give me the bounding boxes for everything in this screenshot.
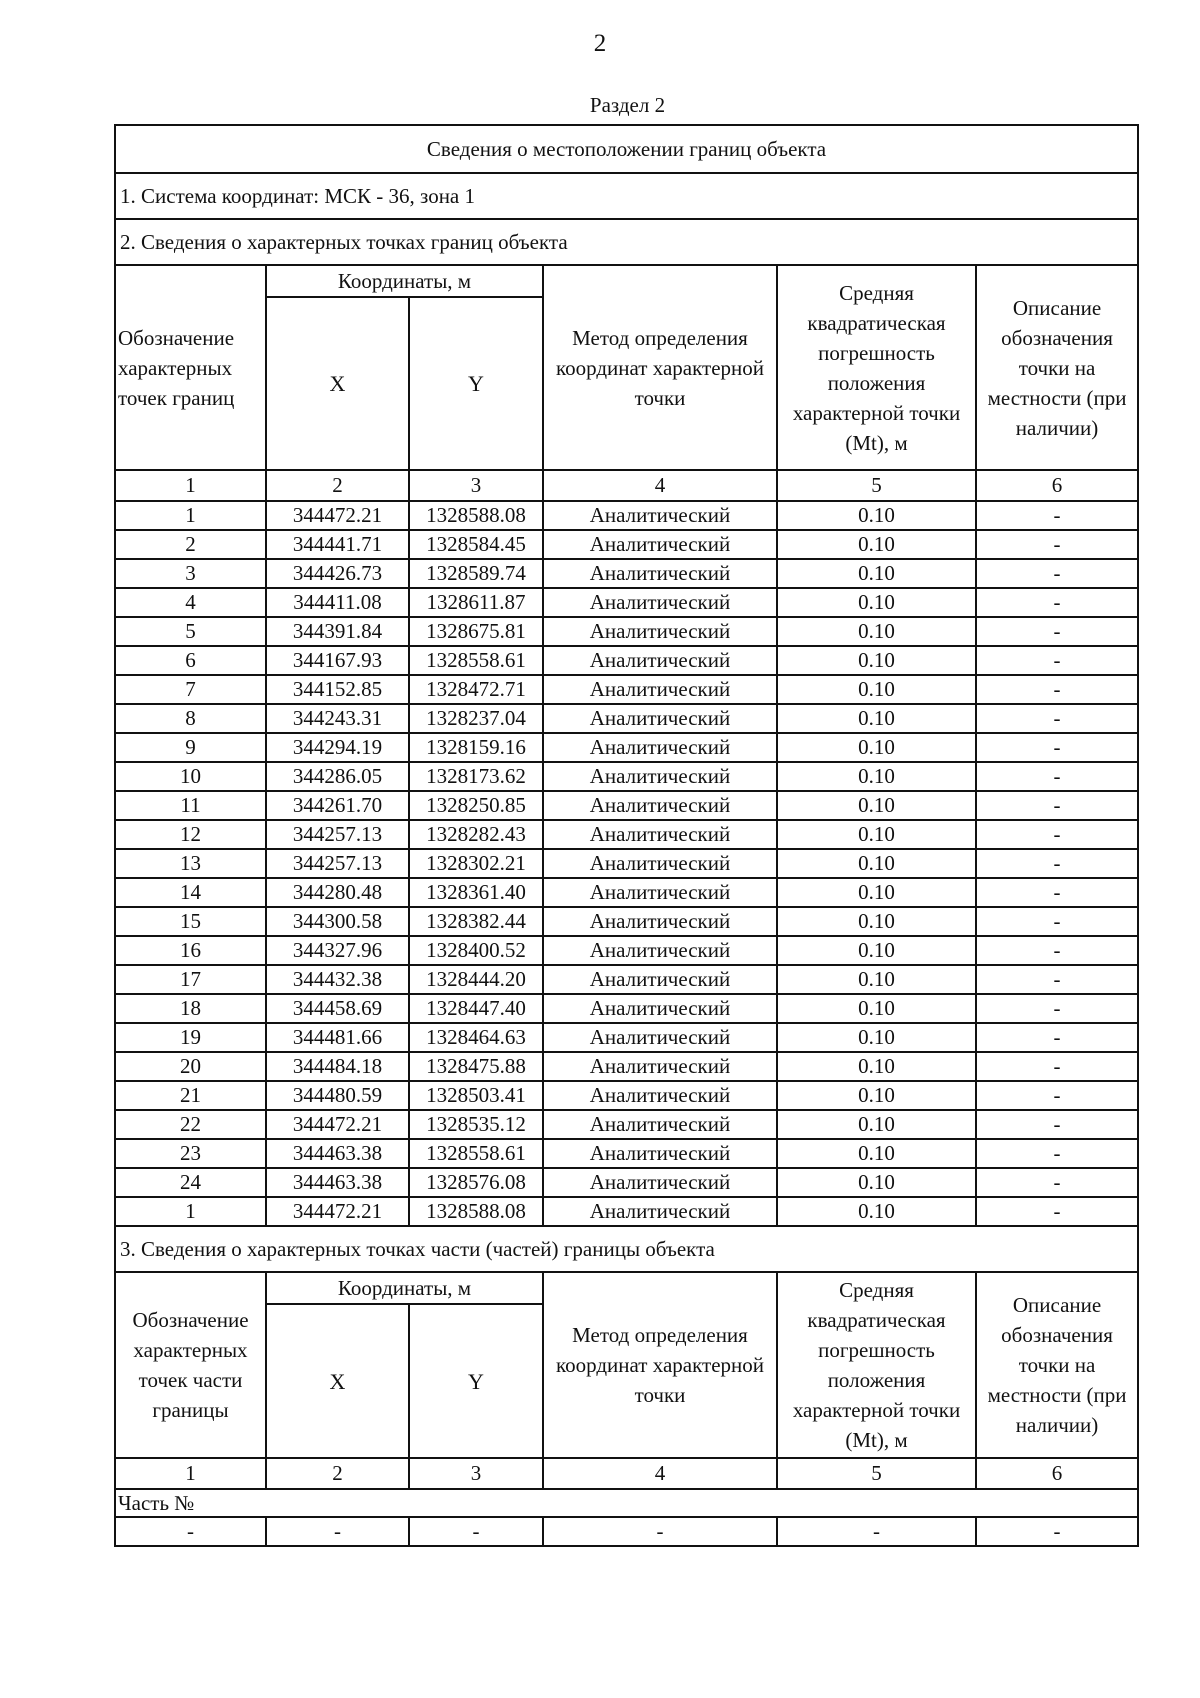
method: Аналитический (543, 1168, 777, 1197)
x-coordinate: 344167.93 (266, 646, 409, 675)
point-number: 5 (115, 617, 266, 646)
x-coordinate: 344257.13 (266, 849, 409, 878)
method: Аналитический (543, 1110, 777, 1139)
y-coordinate: 1328361.40 (409, 878, 543, 907)
y-coordinate: 1328302.21 (409, 849, 543, 878)
x-coordinate: 344480.59 (266, 1081, 409, 1110)
method: Аналитический (543, 878, 777, 907)
point-number: 7 (115, 675, 266, 704)
method: Аналитический (543, 907, 777, 936)
header-method: Метод определения координат характерной точки (543, 265, 777, 470)
y-coordinate: 1328503.41 (409, 1081, 543, 1110)
part-header-method: Метод определения координат характерной точки (543, 1272, 777, 1458)
description: - (976, 820, 1138, 849)
y-coordinate: 1328250.85 (409, 791, 543, 820)
x-coordinate: 344286.05 (266, 762, 409, 791)
table-row (115, 994, 1138, 1023)
mt-error: 0.10 (777, 501, 976, 530)
point-number: 13 (115, 849, 266, 878)
description: - (976, 849, 1138, 878)
part-header-description: Описание обозначения точки на местности (при наличии) (976, 1272, 1138, 1458)
method: Аналитический (543, 675, 777, 704)
header-x: X (266, 297, 409, 470)
description: - (976, 646, 1138, 675)
method: Аналитический (543, 1139, 777, 1168)
column-number: 6 (976, 470, 1138, 501)
table-row (115, 559, 1138, 588)
section-caption: Раздел 2 (589, 93, 666, 117)
mt-error: 0.10 (777, 1023, 976, 1052)
x-coordinate: 344426.73 (266, 559, 409, 588)
mt-error: 0.10 (777, 965, 976, 994)
point-number: 11 (115, 791, 266, 820)
method: Аналитический (543, 501, 777, 530)
part-empty-cell: - (777, 1517, 976, 1546)
x-coordinate: 344327.96 (266, 936, 409, 965)
part-column-number: 1 (115, 1458, 266, 1489)
x-coordinate: 344481.66 (266, 1023, 409, 1052)
part-label: Часть № (115, 1489, 1138, 1517)
part-header-coordinates: Координаты, м (266, 1272, 543, 1304)
description: - (976, 1023, 1138, 1052)
description: - (976, 617, 1138, 646)
y-coordinate: 1328584.45 (409, 530, 543, 559)
table-row (115, 1110, 1138, 1139)
y-coordinate: 1328576.08 (409, 1168, 543, 1197)
y-coordinate: 1328588.08 (409, 1197, 543, 1226)
x-coordinate: 344484.18 (266, 1052, 409, 1081)
column-number-row (115, 470, 1138, 501)
part-empty-cell: - (115, 1517, 266, 1546)
part-empty-row (115, 1517, 1138, 1546)
column-number: 1 (115, 470, 266, 501)
table-row (115, 501, 1138, 530)
point-number: 12 (115, 820, 266, 849)
description: - (976, 588, 1138, 617)
y-coordinate: 1328475.88 (409, 1052, 543, 1081)
y-coordinate: 1328159.16 (409, 733, 543, 762)
method: Аналитический (543, 646, 777, 675)
header-designation: Обозначение характерных точек границ (115, 265, 266, 470)
point-number: 23 (115, 1139, 266, 1168)
y-coordinate: 1328173.62 (409, 762, 543, 791)
mt-error: 0.10 (777, 588, 976, 617)
method: Аналитический (543, 733, 777, 762)
column-number: 2 (266, 470, 409, 501)
point-number: 4 (115, 588, 266, 617)
method: Аналитический (543, 530, 777, 559)
part-column-number: 6 (976, 1458, 1138, 1489)
point-number: 18 (115, 994, 266, 1023)
y-coordinate: 1328588.08 (409, 501, 543, 530)
header-error: Средняя квадратическая погрешность положения характерной точки (Mt), м (777, 265, 976, 470)
method: Аналитический (543, 588, 777, 617)
table-row (115, 617, 1138, 646)
description: - (976, 936, 1138, 965)
header-description: Описание обозначения точки на местности (при наличии) (976, 265, 1138, 470)
description: - (976, 994, 1138, 1023)
mt-error: 0.10 (777, 1168, 976, 1197)
description: - (976, 1081, 1138, 1110)
point-number: 15 (115, 907, 266, 936)
method: Аналитический (543, 617, 777, 646)
table-row (115, 530, 1138, 559)
coordinate-system: 1. Система координат: МСК - 36, зона 1 (115, 173, 1138, 219)
part-column-number: 3 (409, 1458, 543, 1489)
table-row (115, 965, 1138, 994)
method: Аналитический (543, 849, 777, 878)
part-empty-cell: - (409, 1517, 543, 1546)
x-coordinate: 344458.69 (266, 994, 409, 1023)
part-points-section-title: 3. Сведения о характерных точках части (частей) границы объекта (115, 1226, 1138, 1272)
table-row (115, 849, 1138, 878)
x-coordinate: 344261.70 (266, 791, 409, 820)
method: Аналитический (543, 1081, 777, 1110)
x-coordinate: 344257.13 (266, 820, 409, 849)
column-number: 5 (777, 470, 976, 501)
description: - (976, 733, 1138, 762)
method: Аналитический (543, 820, 777, 849)
description: - (976, 1139, 1138, 1168)
mt-error: 0.10 (777, 994, 976, 1023)
description: - (976, 704, 1138, 733)
mt-error: 0.10 (777, 878, 976, 907)
point-number: 6 (115, 646, 266, 675)
y-coordinate: 1328464.63 (409, 1023, 543, 1052)
y-coordinate: 1328400.52 (409, 936, 543, 965)
description: - (976, 907, 1138, 936)
point-number: 3 (115, 559, 266, 588)
method: Аналитический (543, 791, 777, 820)
mt-error: 0.10 (777, 1139, 976, 1168)
mt-error: 0.10 (777, 704, 976, 733)
header-coordinates: Координаты, м (266, 265, 543, 297)
part-column-number: 4 (543, 1458, 777, 1489)
description: - (976, 762, 1138, 791)
point-number: 24 (115, 1168, 266, 1197)
description: - (976, 501, 1138, 530)
table-row (115, 675, 1138, 704)
x-coordinate: 344472.21 (266, 501, 409, 530)
x-coordinate: 344432.38 (266, 965, 409, 994)
description: - (976, 559, 1138, 588)
description: - (976, 791, 1138, 820)
points-section-title: 2. Сведения о характерных точках границ объекта (115, 219, 1138, 265)
mt-error: 0.10 (777, 762, 976, 791)
mt-error: 0.10 (777, 646, 976, 675)
part-column-number: 2 (266, 1458, 409, 1489)
y-coordinate: 1328447.40 (409, 994, 543, 1023)
mt-error: 0.10 (777, 936, 976, 965)
point-number: 9 (115, 733, 266, 762)
point-number: 2 (115, 530, 266, 559)
mt-error: 0.10 (777, 1052, 976, 1081)
part-empty-cell: - (266, 1517, 409, 1546)
x-coordinate: 344472.21 (266, 1110, 409, 1139)
header-y: Y (409, 297, 543, 470)
part-header-designation: Обозначение характерных точек части границы (115, 1272, 266, 1458)
table-row (115, 791, 1138, 820)
mt-error: 0.10 (777, 675, 976, 704)
mt-error: 0.10 (777, 1110, 976, 1139)
point-number: 20 (115, 1052, 266, 1081)
table-row (115, 588, 1138, 617)
y-coordinate: 1328675.81 (409, 617, 543, 646)
mt-error: 0.10 (777, 820, 976, 849)
point-number: 1 (115, 1197, 266, 1226)
y-coordinate: 1328611.87 (409, 588, 543, 617)
x-coordinate: 344243.31 (266, 704, 409, 733)
point-number: 21 (115, 1081, 266, 1110)
description: - (976, 1197, 1138, 1226)
table-row (115, 1081, 1138, 1110)
mt-error: 0.10 (777, 559, 976, 588)
table-row (115, 936, 1138, 965)
mt-error: 0.10 (777, 907, 976, 936)
description: - (976, 878, 1138, 907)
point-number: 19 (115, 1023, 266, 1052)
part-header-error: Средняя квадратическая погрешность положения характерной точки (Mt), м (777, 1272, 976, 1458)
method: Аналитический (543, 994, 777, 1023)
table-row (115, 704, 1138, 733)
description: - (976, 530, 1138, 559)
part-header-x: X (266, 1304, 409, 1458)
x-coordinate: 344411.08 (266, 588, 409, 617)
description: - (976, 1168, 1138, 1197)
y-coordinate: 1328558.61 (409, 646, 543, 675)
mt-error: 0.10 (777, 1081, 976, 1110)
table-row (115, 1052, 1138, 1081)
y-coordinate: 1328472.71 (409, 675, 543, 704)
y-coordinate: 1328382.44 (409, 907, 543, 936)
part-empty-cell: - (976, 1517, 1138, 1546)
mt-error: 0.10 (777, 791, 976, 820)
y-coordinate: 1328444.20 (409, 965, 543, 994)
x-coordinate: 344441.71 (266, 530, 409, 559)
y-coordinate: 1328589.74 (409, 559, 543, 588)
page-number: 2 (593, 30, 607, 57)
table-row (115, 646, 1138, 675)
method: Аналитический (543, 965, 777, 994)
table-row (115, 1197, 1138, 1226)
method: Аналитический (543, 1197, 777, 1226)
mt-error: 0.10 (777, 530, 976, 559)
point-number: 16 (115, 936, 266, 965)
y-coordinate: 1328535.12 (409, 1110, 543, 1139)
x-coordinate: 344463.38 (266, 1139, 409, 1168)
table-row (115, 733, 1138, 762)
mt-error: 0.10 (777, 849, 976, 878)
method: Аналитический (543, 704, 777, 733)
x-coordinate: 344300.58 (266, 907, 409, 936)
table-row (115, 907, 1138, 936)
method: Аналитический (543, 936, 777, 965)
boundary-table (114, 124, 1139, 1547)
method: Аналитический (543, 762, 777, 791)
description: - (976, 1052, 1138, 1081)
x-coordinate: 344294.19 (266, 733, 409, 762)
method: Аналитический (543, 1023, 777, 1052)
column-number: 4 (543, 470, 777, 501)
table-row (115, 820, 1138, 849)
table-title: Сведения о местоположении границ объекта (115, 125, 1138, 173)
point-number: 14 (115, 878, 266, 907)
x-coordinate: 344391.84 (266, 617, 409, 646)
point-number: 17 (115, 965, 266, 994)
table-row (115, 762, 1138, 791)
column-number: 3 (409, 470, 543, 501)
x-coordinate: 344472.21 (266, 1197, 409, 1226)
description: - (976, 965, 1138, 994)
part-empty-cell: - (543, 1517, 777, 1546)
y-coordinate: 1328237.04 (409, 704, 543, 733)
method: Аналитический (543, 559, 777, 588)
y-coordinate: 1328282.43 (409, 820, 543, 849)
method: Аналитический (543, 1052, 777, 1081)
description: - (976, 675, 1138, 704)
x-coordinate: 344280.48 (266, 878, 409, 907)
part-header-y: Y (409, 1304, 543, 1458)
part-column-number: 5 (777, 1458, 976, 1489)
table-row (115, 1139, 1138, 1168)
x-coordinate: 344463.38 (266, 1168, 409, 1197)
point-number: 8 (115, 704, 266, 733)
table-row (115, 1168, 1138, 1197)
mt-error: 0.10 (777, 1197, 976, 1226)
table-row (115, 878, 1138, 907)
point-number: 1 (115, 501, 266, 530)
point-number: 22 (115, 1110, 266, 1139)
point-number: 10 (115, 762, 266, 791)
y-coordinate: 1328558.61 (409, 1139, 543, 1168)
mt-error: 0.10 (777, 617, 976, 646)
description: - (976, 1110, 1138, 1139)
mt-error: 0.10 (777, 733, 976, 762)
table-row (115, 1023, 1138, 1052)
x-coordinate: 344152.85 (266, 675, 409, 704)
part-column-number-row (115, 1458, 1138, 1489)
